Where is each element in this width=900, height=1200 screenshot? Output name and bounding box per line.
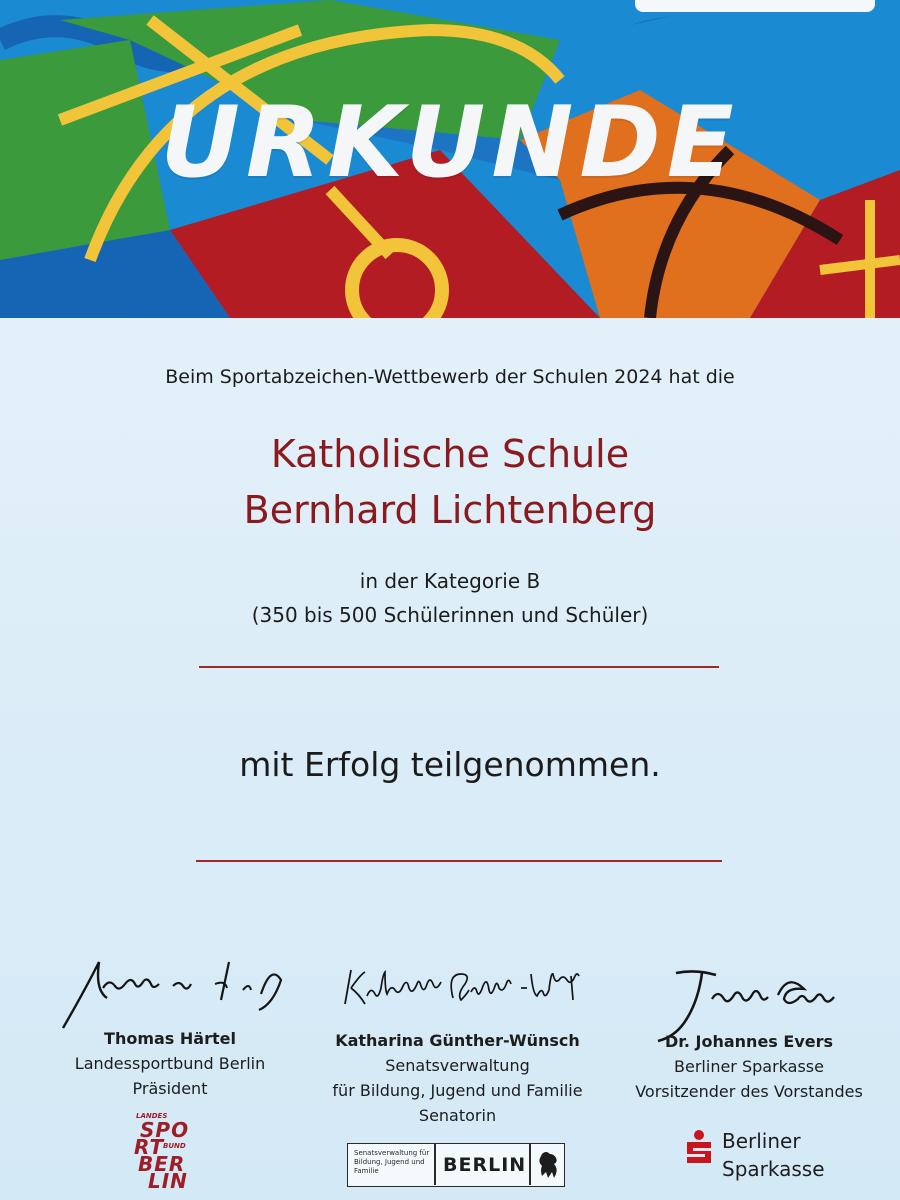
senatsverwaltung-logo <box>347 1143 565 1187</box>
signer-guenther-wuensch <box>310 1028 605 1128</box>
logo-divider <box>434 1144 436 1185</box>
signature-haertel <box>55 950 295 1035</box>
berlin-bear-icon <box>534 1150 562 1180</box>
logo-text-spo: SPO <box>140 1118 190 1142</box>
signer-role: Vorsitzender des Vorstandes <box>635 1082 863 1101</box>
sparkasse-logo <box>684 1128 834 1192</box>
logo-text-bund: BUND <box>163 1142 186 1150</box>
logo-text-lin: LIN <box>148 1169 188 1193</box>
category-line-2: (350 bis 500 Schülerinnen und Schüler) <box>251 603 649 627</box>
signer-name: Thomas Härtel <box>104 1029 236 1048</box>
signer-name: Dr. Johannes Evers <box>664 1032 834 1051</box>
school-name <box>0 426 900 538</box>
header-banner <box>0 0 900 318</box>
result-text: mit Erfolg teilgenommen. <box>239 745 661 784</box>
signer-name: Katharina Günther-Wünsch <box>335 1031 580 1050</box>
logo-text-ber: BER <box>138 1152 186 1176</box>
senat-logo-text: Senatsverwaltung für Bildung, Jugend und Familie <box>354 1149 430 1175</box>
certificate-title: URKUNDE <box>160 86 740 200</box>
signer-organization: Berliner Sparkasse <box>674 1057 824 1076</box>
logo-text-rt: RT <box>134 1135 165 1159</box>
signature-guenther-wuensch <box>335 962 585 1012</box>
landessportbund-logo <box>130 1112 210 1192</box>
signer-organization: Landessportbund Berlin <box>74 1054 266 1073</box>
logo-text-landes: LANDES <box>136 1112 168 1120</box>
signer-organization-line-1: Senatsverwaltung <box>385 1056 530 1075</box>
sparkasse-logo-line-1: Berliner <box>722 1129 801 1153</box>
school-name-line-1: Katholische Schule <box>270 432 630 476</box>
signer-role: Präsident <box>132 1079 208 1098</box>
category-text <box>0 564 900 632</box>
sparkasse-logo-line-2: Sparkasse <box>722 1157 825 1181</box>
logo-divider <box>529 1144 531 1185</box>
signer-organization-line-2: für Bildung, Jugend und Familie <box>332 1081 583 1100</box>
intro-text: Beim Sportabzeichen-Wettbewerb der Schulen 2024 hat die <box>165 366 735 388</box>
signer-evers <box>628 1029 870 1104</box>
corner-tab <box>635 0 875 12</box>
signer-haertel <box>40 1026 300 1101</box>
signer-role: Senatorin <box>418 1106 497 1125</box>
sparkasse-s-icon <box>684 1130 714 1164</box>
senat-logo-city: BERLIN <box>443 1154 527 1176</box>
school-name-line-2: Bernhard Lichtenberg <box>243 488 657 532</box>
divider-bottom <box>196 860 722 862</box>
category-line-1: in der Kategorie B <box>359 569 541 593</box>
divider-top <box>199 666 719 668</box>
